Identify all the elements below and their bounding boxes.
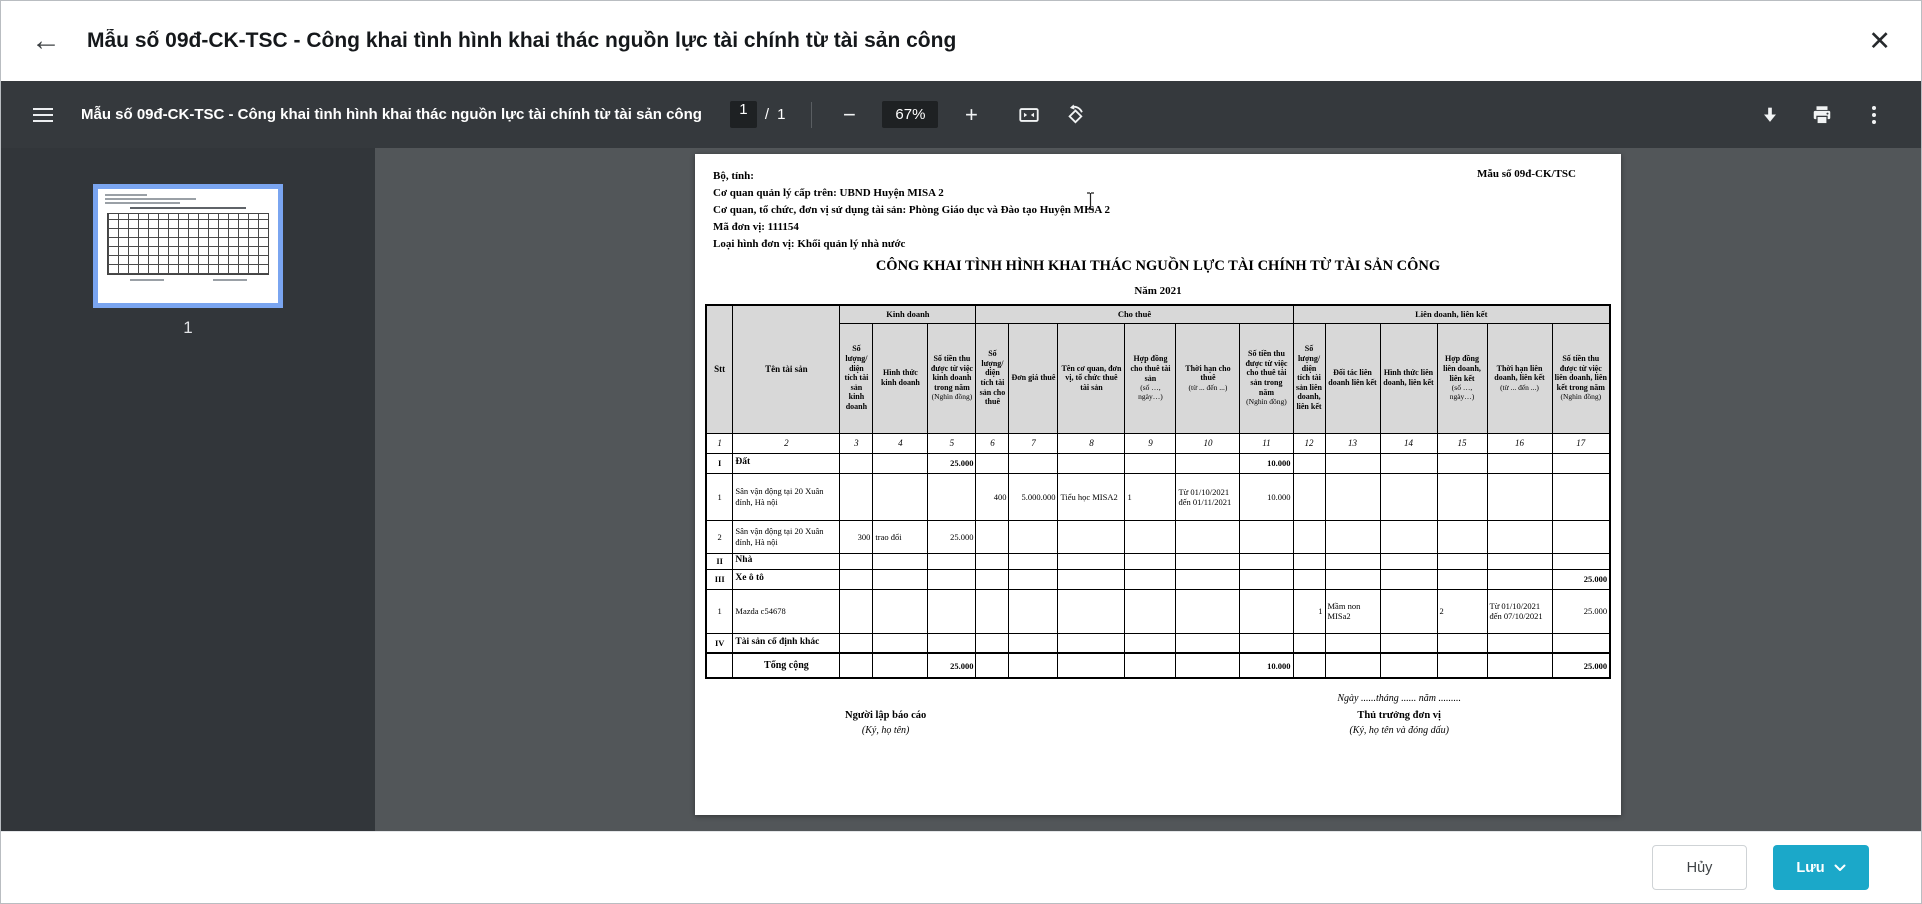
table-cell: [1009, 653, 1058, 678]
table-cell: 10.000: [1240, 653, 1293, 678]
table-cell: [1125, 633, 1176, 653]
table-cell: [1380, 653, 1437, 678]
table-cell: Tiểu học MISA2: [1058, 473, 1125, 520]
table-cell: [1125, 653, 1176, 678]
fit-to-width-icon: [1018, 104, 1040, 126]
table-cell: [1437, 653, 1487, 678]
table-cell: [928, 633, 976, 653]
signature-right-subtitle: (Ký, họ tên và đóng dấu): [1349, 725, 1449, 736]
table-cell: [1552, 633, 1610, 653]
table-group-header-row: [706, 305, 1610, 323]
table-header-cell: Số lượng/ diện tích tài sản liên doanh, liên kết: [1293, 323, 1325, 433]
fit-to-width-button[interactable]: [1010, 96, 1048, 134]
document-page: [695, 154, 1621, 815]
table-cell: [1176, 569, 1240, 589]
document-info-line: Mã đơn vị: 111154: [713, 221, 799, 233]
table-cell: [1487, 569, 1552, 589]
table-cell: [840, 589, 873, 633]
table-header-cell: Hình thức kinh doanh: [873, 323, 928, 433]
table-cell: 25.000: [1552, 569, 1610, 589]
table-cell: [1009, 633, 1058, 653]
table-header-cell: Thời hạn cho thuê (từ ... đến ...): [1176, 323, 1240, 433]
table-cell: Mầm non MISa2: [1325, 589, 1380, 633]
table-row: [706, 589, 1610, 633]
table-cell: Tài sản cố định khác: [733, 633, 840, 653]
thumbnail-panel: [1, 148, 375, 831]
table-header-cell: Số tiền thu được từ việc liên doanh, liên kết trong năm (Nghìn đồng): [1552, 323, 1610, 433]
table-header-cell: Tên tài sản: [733, 305, 840, 433]
table-cell: III: [706, 569, 733, 589]
table-cell: [976, 589, 1009, 633]
document-info-line: Bộ, tỉnh:: [713, 170, 754, 182]
table-colnum-cell: 11: [1240, 433, 1293, 453]
table-cell: [840, 553, 873, 569]
document-title: CÔNG KHAI TÌNH HÌNH KHAI THÁC NGUỒN LỰC TÀI CHÍNH TỪ TÀI SẢN CÔNG: [875, 258, 1441, 274]
table-cell: [1293, 473, 1325, 520]
table-cell: [1325, 653, 1380, 678]
download-icon: [1759, 104, 1781, 126]
text-cursor-icon: [1086, 192, 1095, 210]
thumbnail-table-preview: [107, 213, 269, 275]
table-cell: 10.000: [1240, 473, 1293, 520]
plus-icon: +: [965, 101, 978, 127]
table-cell: [1009, 569, 1058, 589]
table-header-cell: Số lượng/ diện tích tài sản kinh doanh: [840, 323, 873, 433]
rotate-icon: [1064, 104, 1086, 126]
download-button[interactable]: [1751, 96, 1789, 134]
table-cell: [1009, 589, 1058, 633]
table-cell: [1009, 453, 1058, 473]
vertical-dots-icon: [1872, 106, 1876, 124]
table-cell: [1293, 553, 1325, 569]
table-cell: [1240, 633, 1293, 653]
table-cell: [1125, 569, 1176, 589]
table-cell: Xe ô tô: [733, 569, 840, 589]
table-cell: 25.000: [928, 520, 976, 553]
table-cell: [1437, 553, 1487, 569]
table-colnum-cell: 4: [873, 433, 928, 453]
document-info-line: Cơ quan quản lý cấp trên: UBND Huyện MISA 2: [713, 187, 944, 199]
table-row: [706, 473, 1610, 520]
table-cell: [1325, 520, 1380, 553]
table-cell: [1325, 553, 1380, 569]
table-header-cell: Hợp đồng liên doanh, liên kết (số …, ngày…): [1437, 323, 1487, 433]
table-header-row: [706, 323, 1610, 433]
table-colnum-cell: 5: [928, 433, 976, 453]
table-cell: [1325, 569, 1380, 589]
table-group-header: Liên doanh, liên kết: [1293, 305, 1610, 323]
rotate-button[interactable]: [1056, 96, 1094, 134]
table-cell: [1125, 453, 1176, 473]
close-icon: ✕: [1868, 25, 1891, 56]
table-cell: 1: [1293, 589, 1325, 633]
table-colnum-cell: 14: [1380, 433, 1437, 453]
table-header-cell: Số tiền thu được từ việc cho thuê tài sản trong năm (Nghìn đồng): [1240, 323, 1293, 433]
table-row: [706, 633, 1610, 653]
table-cell: [1176, 520, 1240, 553]
table-cell: [1487, 653, 1552, 678]
table-cell: 1: [706, 589, 733, 633]
table-cell: [976, 633, 1009, 653]
table-cell: [976, 553, 1009, 569]
table-row: [706, 653, 1610, 678]
table-cell: 25.000: [1552, 653, 1610, 678]
table-cell: [1058, 453, 1125, 473]
table-cell: [1437, 633, 1487, 653]
table-cell: [1487, 453, 1552, 473]
table-cell: [1058, 633, 1125, 653]
table-cell: [873, 569, 928, 589]
table-header-cell: Đối tác liên doanh liên kết: [1325, 323, 1380, 433]
table-cell: [1125, 553, 1176, 569]
table-cell: Từ 01/10/2021 đến 01/11/2021: [1176, 473, 1240, 520]
table-cell: 1: [1125, 473, 1176, 520]
table-cell: [1380, 589, 1437, 633]
table-cell: [1058, 653, 1125, 678]
table-cell: [1325, 473, 1380, 520]
page-total: 1: [777, 106, 786, 123]
document-info-line: Cơ quan, tổ chức, đơn vị sử dụng tài sản: Phòng Giáo dục và Đào tạo Huyện MISA 2: [713, 204, 1111, 216]
table-cell: 25.000: [1552, 589, 1610, 633]
table-cell: [1176, 453, 1240, 473]
table-header-cell: Tên cơ quan, đơn vị, tổ chức thuê tài sản: [1058, 323, 1125, 433]
print-icon: [1811, 104, 1833, 126]
action-bar: [1, 831, 1921, 903]
signature-left-title: Người lập báo cáo: [845, 710, 927, 721]
table-colnum-cell: 6: [976, 433, 1009, 453]
table-cell: 25.000: [928, 453, 976, 473]
table-cell: [1437, 453, 1487, 473]
table-colnum-cell: 13: [1325, 433, 1380, 453]
table-cell: trao đổi: [873, 520, 928, 553]
table-cell: [928, 589, 976, 633]
table-cell: [976, 653, 1009, 678]
table-cell: [1487, 520, 1552, 553]
table-colnum-cell: 10: [1176, 433, 1240, 453]
table-cell: [1125, 589, 1176, 633]
table-cell: [1380, 520, 1437, 553]
table-cell: [1058, 553, 1125, 569]
toolbar-divider: [811, 102, 812, 128]
document-year: Năm 2021: [1134, 285, 1182, 297]
form-code: Mẫu số 09đ-CK/TSC: [1476, 168, 1576, 180]
table-cell: [1487, 473, 1552, 520]
signature-date-line: Ngày ......tháng ...... năm .........: [1337, 693, 1461, 704]
table-cell: Từ 01/10/2021 đến 07/10/2021: [1487, 589, 1552, 633]
table-cell: [1125, 520, 1176, 553]
table-cell: [840, 569, 873, 589]
back-button[interactable]: [31, 26, 61, 56]
viewer-content: [1, 148, 1921, 831]
table-cell: 300: [840, 520, 873, 553]
table-colnum-cell: 12: [1293, 433, 1325, 453]
table-group-header: Cho thuê: [976, 305, 1293, 323]
table-cell: [1240, 553, 1293, 569]
table-cell: Sân vận động tại 20 Xuân đỉnh, Hà nội: [733, 473, 840, 520]
table-cell: [706, 653, 733, 678]
table-cell: 2: [706, 520, 733, 553]
table-colnum-cell: 16: [1487, 433, 1552, 453]
table-cell: [976, 453, 1009, 473]
page-number-input[interactable]: 1: [730, 101, 757, 128]
table-cell: [873, 589, 928, 633]
zoom-out-button[interactable]: [830, 96, 868, 134]
table-cell: [1487, 633, 1552, 653]
signature-left-subtitle: (Ký, họ tên): [861, 725, 910, 736]
table-header-cell: Số tiền thu được từ việc kinh doanh trong năm (Nghìn đồng): [928, 323, 976, 433]
table-row: [706, 520, 1610, 553]
table-cell: [1380, 473, 1437, 520]
table-cell: [1325, 633, 1380, 653]
table-header-cell: Đơn giá thuê: [1009, 323, 1058, 433]
page-title: Mẫu số 09đ-CK-TSC - Công khai tình hình khai thác nguồn lực tài chính từ tài sản công: [87, 29, 957, 52]
table-cell: 10.000: [1240, 453, 1293, 473]
table-cell: [840, 473, 873, 520]
table-colnum-cell: 2: [733, 433, 840, 453]
table-cell: 2: [1437, 589, 1487, 633]
table-cell: 400: [976, 473, 1009, 520]
save-button[interactable]: [1773, 845, 1869, 890]
table-cell: [1380, 569, 1437, 589]
zoom-level: 67%: [882, 101, 938, 128]
table-cell: [840, 453, 873, 473]
table-colnum-cell: 8: [1058, 433, 1125, 453]
table-cell: [928, 569, 976, 589]
table-cell: [1552, 520, 1610, 553]
table-cell: [1293, 520, 1325, 553]
table-cell: Nhà: [733, 553, 840, 569]
document-info-line: Loại hình đơn vị: Khối quản lý nhà nước: [713, 238, 906, 250]
table-cell: [1240, 589, 1293, 633]
report-table: [705, 304, 1611, 679]
pdf-document-title: Mẫu số 09đ-CK-TSC - Công khai tình hình khai thác nguồn lực tài chính từ tài sản công: [81, 106, 702, 123]
table-cell: Sân vận động tại 20 Xuân đỉnh, Hà nội: [733, 520, 840, 553]
table-cell: [1380, 453, 1437, 473]
table-cell: 1: [706, 473, 733, 520]
document-info: [713, 168, 1110, 253]
table-header-cell: Số lượng/ diện tích tài sản cho thuê: [976, 323, 1009, 433]
table-cell: [1176, 633, 1240, 653]
table-cell: [1009, 520, 1058, 553]
table-colnum-cell: 3: [840, 433, 873, 453]
table-cell: 25.000: [928, 653, 976, 678]
table-cell: [1009, 553, 1058, 569]
table-cell: [1058, 589, 1125, 633]
table-cell: [1176, 653, 1240, 678]
more-options-button[interactable]: [1855, 96, 1893, 134]
table-cell: II: [706, 553, 733, 569]
save-button-label: Lưu: [1796, 859, 1825, 876]
table-colnum-cell: 1: [706, 433, 733, 453]
pdf-viewport: [375, 148, 1921, 831]
table-cell: [1293, 633, 1325, 653]
titlebar: [1, 1, 1921, 81]
table-cell: Mazda c54678: [733, 589, 840, 633]
zoom-in-button[interactable]: [952, 96, 990, 134]
table-colnum-cell: 15: [1437, 433, 1487, 453]
chevron-down-icon: [1834, 864, 1846, 872]
close-button[interactable]: [1868, 26, 1891, 57]
table-header-cell: Thời hạn liên doanh, liên kết (từ ... đến ...): [1487, 323, 1552, 433]
table-cell: [840, 633, 873, 653]
page-thumbnail[interactable]: [93, 184, 283, 308]
table-cell: [1437, 473, 1487, 520]
table-cell: Đất: [733, 453, 840, 473]
table-cell: [1240, 569, 1293, 589]
table-cell: [1293, 453, 1325, 473]
table-cell: [1325, 453, 1380, 473]
table-cell: [1058, 520, 1125, 553]
table-cell: [1293, 569, 1325, 589]
table-cell: Tổng cộng: [733, 653, 840, 678]
table-cell: [1552, 453, 1610, 473]
pdf-toolbar: [1, 81, 1921, 148]
table-cell: [1176, 553, 1240, 569]
table-cell: [1380, 633, 1437, 653]
table-cell: [873, 553, 928, 569]
minus-icon: −: [843, 101, 856, 127]
table-cell: [928, 553, 976, 569]
table-cell: IV: [706, 633, 733, 653]
table-colnum-cell: 7: [1009, 433, 1058, 453]
table-cell: [928, 473, 976, 520]
table-colnum-cell: 17: [1552, 433, 1610, 453]
table-row: [706, 553, 1610, 569]
table-cell: [873, 453, 928, 473]
table-cell: [1293, 653, 1325, 678]
table-cell: [873, 473, 928, 520]
page-indicator: [730, 101, 786, 128]
table-cell: [840, 653, 873, 678]
thumbnail-page-number: 1: [183, 318, 193, 337]
table-cell: [1058, 569, 1125, 589]
table-group-header: Kinh doanh: [840, 305, 976, 323]
table-row: [706, 453, 1610, 473]
table-cell: [1380, 553, 1437, 569]
table-colnum-row: [706, 433, 1610, 453]
table-cell: [873, 633, 928, 653]
table-cell: [873, 653, 928, 678]
signature-right-title: Thủ trưởng đơn vị: [1357, 710, 1441, 721]
table-cell: [1240, 520, 1293, 553]
menu-button[interactable]: [23, 95, 63, 135]
zoom-controls: [830, 96, 990, 134]
table-header-cell: Hình thức liên doanh, liên kết: [1380, 323, 1437, 433]
table-cell: [1437, 520, 1487, 553]
table-cell: [1437, 569, 1487, 589]
table-header-cell: Stt: [706, 305, 733, 433]
page-divider: /: [764, 106, 770, 123]
table-cell: [976, 569, 1009, 589]
cancel-button[interactable]: Hủy: [1652, 845, 1747, 890]
table-cell: I: [706, 453, 733, 473]
table-cell: [1552, 553, 1610, 569]
table-cell: [1176, 589, 1240, 633]
table-row: [706, 569, 1610, 589]
table-header-cell: Hợp đồng cho thuê tài sản (số …, ngày…): [1125, 323, 1176, 433]
signature-section: [695, 693, 1621, 736]
hamburger-icon: [33, 108, 53, 110]
back-arrow-icon: ←: [31, 24, 61, 57]
table-colnum-cell: 9: [1125, 433, 1176, 453]
table-cell: [976, 520, 1009, 553]
print-button[interactable]: [1803, 96, 1841, 134]
table-cell: [1487, 553, 1552, 569]
table-cell: [1552, 473, 1610, 520]
table-cell: 5.000.000: [1009, 473, 1058, 520]
